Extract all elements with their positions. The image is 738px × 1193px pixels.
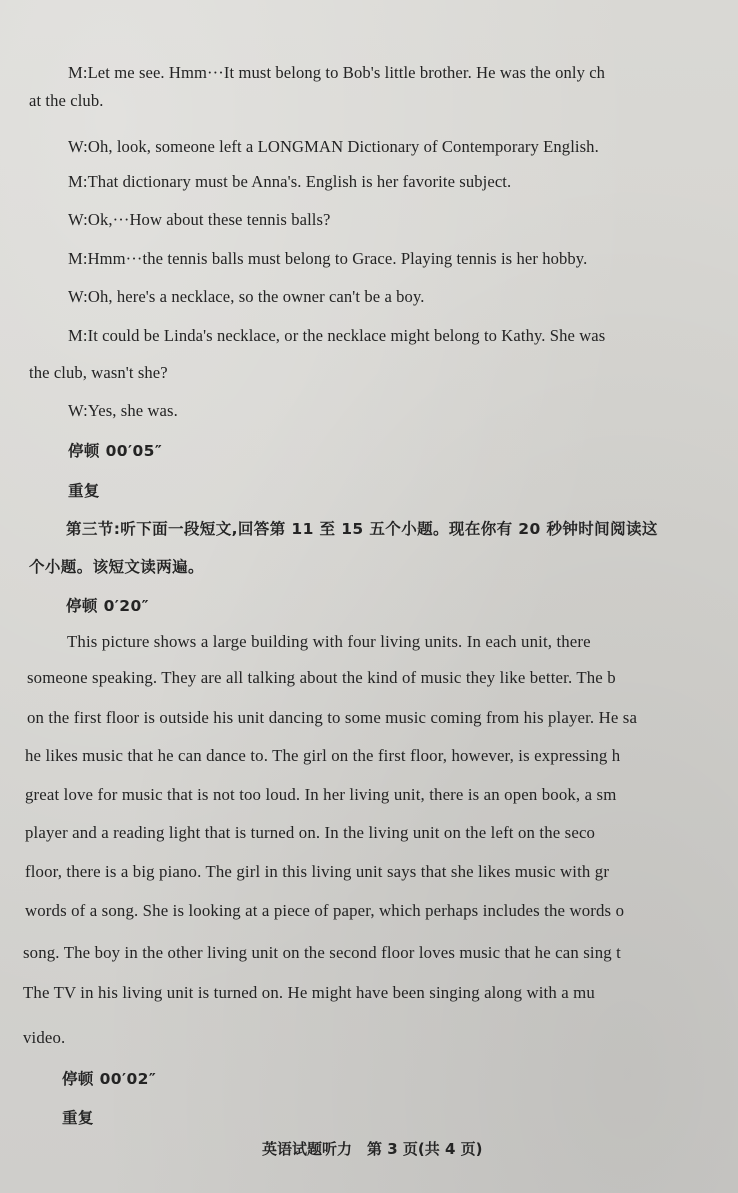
dialogue-line: at the club.: [29, 91, 104, 110]
pause-marker: 停顿 0′20″: [66, 597, 149, 615]
bleed-through-texture: [470, 92, 474, 108]
dialogue-line: M:Let me see. Hmm···It must belong to Bob's little brother. He was the only ch: [68, 63, 606, 82]
pause-marker: 停顿 00′02″: [62, 1070, 157, 1088]
passage-line: song. The boy in the other living unit on the second floor loves music that he can sing t: [23, 943, 621, 962]
passage-line: someone speaking. They are all talking about the kind of music they like better. The b: [27, 668, 616, 687]
passage-line: This picture shows a large building with four living units. In each unit, there: [67, 632, 591, 651]
section-instruction: 第三节:听下面一段短文,回答第 11 至 15 五个小题。现在你有 20 秒钟时间阅读这: [66, 520, 658, 538]
dialogue-line: the club, wasn't she?: [29, 363, 168, 382]
repeat-marker: 重复: [62, 1109, 94, 1127]
passage-line: floor, there is a big piano. The girl in this living unit says that she likes music with gr: [25, 862, 610, 881]
dialogue-line: W:Oh, look, someone left a LONGMAN Dictionary of Contemporary English.: [68, 137, 599, 156]
dialogue-line: W:Yes, she was.: [68, 401, 178, 420]
passage-line: on the first floor is outside his unit dancing to some music coming from his player. He sa: [27, 708, 638, 727]
dialogue-line: W:Ok,···How about these tennis balls?: [68, 210, 331, 229]
passage-line: player and a reading light that is turned on. In the living unit on the left on the seco: [25, 823, 596, 842]
dialogue-line: M:Hmm···the tennis balls must belong to Grace. Playing tennis is her hobby.: [68, 249, 588, 268]
dialogue-line: M:That dictionary must be Anna's. English is her favorite subject.: [68, 172, 512, 191]
passage-line: words of a song. She is looking at a piece of paper, which perhaps includes the words o: [25, 901, 625, 920]
section-instruction-cont: 个小题。该短文读两遍。: [29, 558, 204, 576]
page-footer: 英语试题听力 第 3 页(共 4 页): [262, 1140, 483, 1158]
passage-line: The TV in his living unit is turned on. He might have been singing along with a mu: [23, 983, 595, 1002]
pause-marker: 停顿 00′05″: [68, 442, 163, 460]
dialogue-line: W:Oh, here's a necklace, so the owner can't be a boy.: [68, 287, 425, 306]
passage-line: he likes music that he can dance to. The girl on the first floor, however, is expressing h: [25, 746, 621, 765]
passage-line: great love for music that is not too loud. In her living unit, there is an open book, a sm: [25, 785, 617, 804]
repeat-marker: 重复: [68, 482, 100, 500]
dialogue-line: M:It could be Linda's necklace, or the necklace might belong to Kathy. She was: [68, 326, 606, 345]
passage-line: video.: [23, 1028, 66, 1047]
